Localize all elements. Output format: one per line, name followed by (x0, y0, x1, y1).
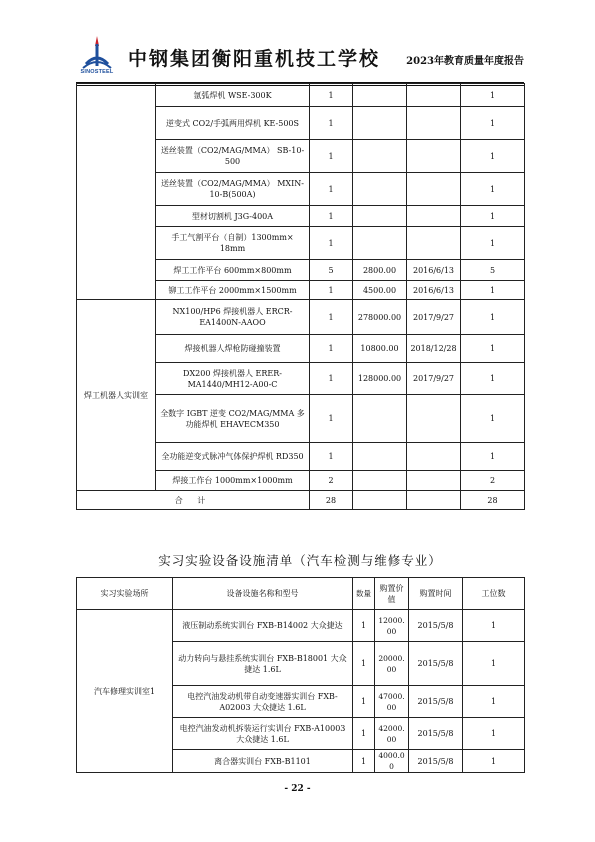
date-cell: 2017/9/27 (407, 300, 461, 335)
table-row (77, 578, 525, 610)
name-cell: 铆工工作平台 2000mm×1500mm (156, 281, 310, 300)
page-number: - 22 - (284, 784, 311, 794)
date-cell (407, 443, 461, 471)
name-cell: 全数字 IGBT 逆变 CO2/MAG/MMA 多功能焊机 EHAVECM350 (156, 395, 310, 443)
price-cell: 4000.00 (375, 750, 409, 773)
table-row (77, 300, 525, 335)
qty-cell: 1 (310, 281, 353, 300)
date-cell (407, 206, 461, 227)
date-cell (407, 84, 461, 107)
price-cell: 47000.00 (375, 686, 409, 718)
price-cell (353, 206, 407, 227)
qty-cell: 1 (353, 642, 375, 686)
name-cell: 型材切割机 J3G-400A (156, 206, 310, 227)
total-stations: 28 (461, 491, 525, 510)
price-cell: 4500.00 (353, 281, 407, 300)
stations-cell: 1 (463, 750, 525, 773)
name-cell: 动力转向与悬挂系统实训台 FXB-B18001 大众 捷达 1.6L (173, 642, 353, 686)
stations-cell: 1 (463, 686, 525, 718)
stations-cell: 1 (461, 300, 525, 335)
name-cell: 逆变式 CO2/手弧两用焊机 KE-500S (156, 107, 310, 140)
stations-cell: 1 (461, 140, 525, 173)
price-cell (353, 84, 407, 107)
price-cell (353, 395, 407, 443)
date-cell (407, 227, 461, 260)
date-cell: 2015/5/8 (409, 718, 463, 750)
name-cell: 焊接工作台 1000mm×1000mm (156, 471, 310, 491)
stations-cell: 1 (461, 281, 525, 300)
qty-cell: 1 (353, 718, 375, 750)
stations-cell: 1 (461, 335, 525, 363)
name-cell: NX100/HP6 焊接机器人 ERCR-EA1400N-AAOO (156, 300, 310, 335)
date-cell: 2016/6/13 (407, 281, 461, 300)
qty-cell: 1 (310, 363, 353, 395)
price-cell: 20000.00 (375, 642, 409, 686)
equipment-table-welding (76, 83, 525, 510)
stations-cell: 1 (461, 363, 525, 395)
total-qty: 28 (310, 491, 353, 510)
stations-cell: 1 (461, 84, 525, 107)
name-cell: 离合器实训台 FXB-B1101 (173, 750, 353, 773)
qty-cell: 2 (310, 471, 353, 491)
stations-cell: 1 (463, 642, 525, 686)
header-qty: 数量 (353, 578, 375, 610)
name-cell: DX200 焊接机器人 ERER-MA1440/MH12-A00-C (156, 363, 310, 395)
price-cell: 128000.00 (353, 363, 407, 395)
stations-cell: 5 (461, 260, 525, 281)
date-cell (407, 140, 461, 173)
report-title: 2023年教育质量年度报告 (406, 56, 524, 67)
stations-cell: 1 (461, 443, 525, 471)
date-cell (407, 395, 461, 443)
qty-cell: 1 (310, 173, 353, 206)
price-cell: 12000.00 (375, 610, 409, 642)
qty-cell: 1 (353, 750, 375, 773)
header-name: 设备设施名称和型号 (173, 578, 353, 610)
price-cell (353, 107, 407, 140)
header-price: 购置价值 (375, 578, 409, 610)
date-cell: 2015/5/8 (409, 642, 463, 686)
name-cell: 电控汽油发动机拆装运行实训台 FXB-A10003 大众捷达 1.6L (173, 718, 353, 750)
stations-cell: 1 (461, 227, 525, 260)
stations-cell: 1 (461, 107, 525, 140)
name-cell: 电控汽油发动机带自动变速器实训台 FXB-A02003 大众捷达 1.6L (173, 686, 353, 718)
date-cell: 2015/5/8 (409, 686, 463, 718)
stations-cell: 1 (461, 395, 525, 443)
qty-cell: 1 (310, 443, 353, 471)
total-price (353, 491, 407, 510)
total-label: 合 计 (77, 491, 310, 510)
name-cell: 焊工工作平台 600mm×800mm (156, 260, 310, 281)
qty-cell: 1 (310, 395, 353, 443)
equipment-table-auto (76, 577, 525, 773)
name-cell: 送丝装置（CO2/MAG/MMA） SB-10-500 (156, 140, 310, 173)
qty-cell: 1 (310, 84, 353, 107)
stations-cell: 1 (461, 206, 525, 227)
name-cell: 送丝装置（CO2/MAG/MMA） MXIN-10-B(500A) (156, 173, 310, 206)
table-row (77, 84, 525, 107)
table-row (77, 610, 525, 642)
date-cell: 2015/5/8 (409, 610, 463, 642)
price-cell: 278000.00 (353, 300, 407, 335)
name-cell: 焊接机器人焊枪防碰撞装置 (156, 335, 310, 363)
qty-cell: 1 (310, 140, 353, 173)
date-cell (407, 173, 461, 206)
name-cell: 全功能逆变式脉冲气体保护焊机 RD350 (156, 443, 310, 471)
date-cell: 2018/12/28 (407, 335, 461, 363)
price-cell: 42000.00 (375, 718, 409, 750)
price-cell: 10800.00 (353, 335, 407, 363)
page-header (76, 32, 524, 82)
price-cell (353, 227, 407, 260)
qty-cell: 1 (310, 300, 353, 335)
qty-cell: 1 (310, 206, 353, 227)
school-name: 中钢集团衡阳重机技工学校 (128, 48, 381, 70)
date-cell: 2017/9/27 (407, 363, 461, 395)
price-cell (353, 140, 407, 173)
header-stations: 工位数 (463, 578, 525, 610)
table-row (77, 491, 525, 510)
date-cell: 2016/6/13 (407, 260, 461, 281)
stations-cell: 1 (461, 173, 525, 206)
total-date (407, 491, 461, 510)
qty-cell: 1 (353, 686, 375, 718)
site-label: 汽车修理实训室1 (77, 610, 173, 773)
qty-cell: 1 (310, 335, 353, 363)
stations-cell: 1 (463, 718, 525, 750)
name-cell: 液压制动系统实训台 FXB-B14002 大众捷达 (173, 610, 353, 642)
qty-cell: 5 (310, 260, 353, 281)
header-site: 实习实验场所 (77, 578, 173, 610)
price-cell (353, 173, 407, 206)
qty-cell: 1 (310, 107, 353, 140)
stations-cell: 2 (461, 471, 525, 491)
qty-cell: 1 (353, 610, 375, 642)
name-cell: 手工气割平台（自制）1300mm× 18mm (156, 227, 310, 260)
name-cell: 氩弧焊机 WSE-300K (156, 84, 310, 107)
group-cell-blank (77, 84, 156, 300)
price-cell (353, 443, 407, 471)
date-cell (407, 471, 461, 491)
group-label-robot-lab: 焊工机器人实训室 (77, 300, 156, 491)
section-title: 实习实验设备设施清单（汽车检测与维修专业） (158, 553, 442, 568)
header-date: 购置时间 (409, 578, 463, 610)
date-cell: 2015/5/8 (409, 750, 463, 773)
logo-text: SINOSTEEL (80, 69, 114, 75)
price-cell: 2800.00 (353, 260, 407, 281)
stations-cell: 1 (463, 610, 525, 642)
qty-cell: 1 (310, 227, 353, 260)
date-cell (407, 107, 461, 140)
price-cell (353, 471, 407, 491)
